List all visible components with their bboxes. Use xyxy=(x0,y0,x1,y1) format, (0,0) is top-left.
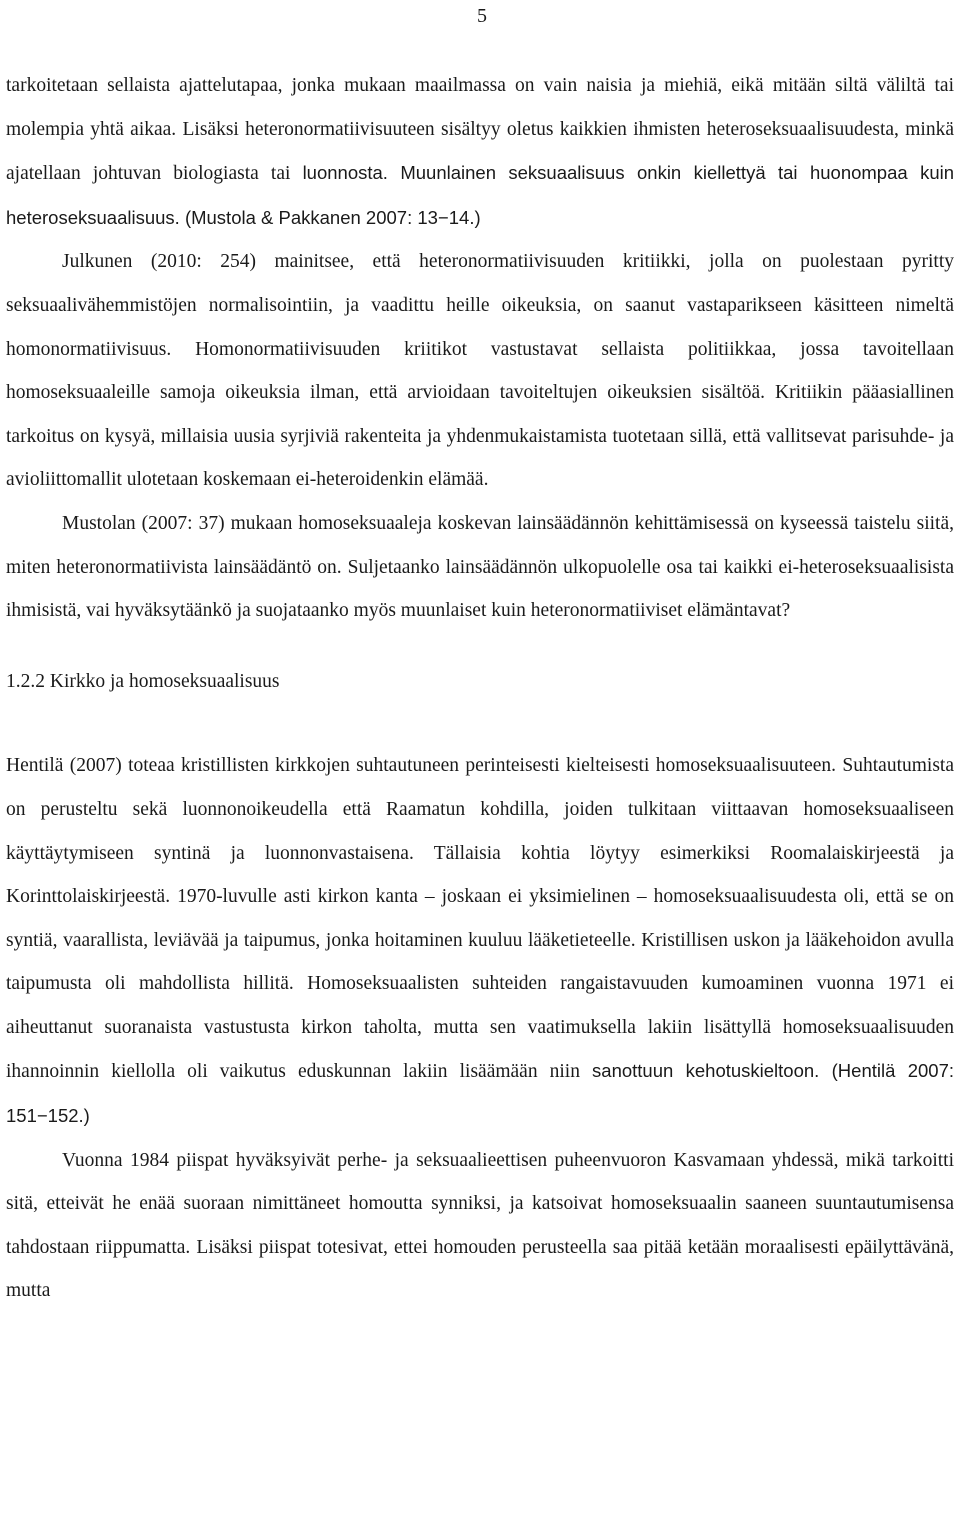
paragraph-heteronormativity xyxy=(6,64,954,240)
page-number: 5 xyxy=(477,5,487,27)
section-heading: 1.2.2 Kirkko ja homoseksuaalisuus xyxy=(6,670,280,692)
paragraph-church-history xyxy=(6,744,954,1138)
paragraph-text-sans: luonnosta. Muunlainen seksuaalisuus onkin kiellettyä tai huonompaa kuin heteroseksuaalisuus. (Mustola & Pakkanen 2007: 13−14.) xyxy=(6,162,955,228)
paragraph-text: Hentilä (2007) toteaa kristillisten kirkkojen suhtautuneen perinteisesti kielteisesti homoseksuaalisuuteen. Suhtautumista on perusteltu sekä luonnonoikeudella että Raamatun kohdilla, joiden tulkitaan viittaavan homoseksuaaliseen käyttäytymiseen syntinä ja luonnonvastaisena. Tällaisia kohtia löytyy esimerkiksi Roomalaiskirjeestä ja Korinttolaiskirjeestä. 1970-luvulle asti kirkon kanta – joskaan ei yksimielinen – homoseksuaalisuudesta oli, että se on syntiä, vaarallista, leviävää ja taipumus, jonka hoitaminen kuuluu lääketieteelle. Kristillisen uskon ja lääkehoidon avulla taipumusta oli mahdollista hillitä. Homoseksuaalisten suhteiden rangaistavuuden kumoaminen vuonna 1971 ei aiheuttanut suoranaista vastustusta kirkon taholta, mutta sen vaatimuksella lakiin lisättyllä homoseksuaalisuuden ihannoinnin kiellolla oli vaikutus eduskunnan lakiin lisäämään niin xyxy=(6,755,954,1083)
paragraph-homonormativity: Julkunen (2010: 254) mainitsee, että heteronormatiivisuuden kritiikki, jolla on puolestaan pyritty seksuaalivähemmistöjen normalisointiin, ja vaadittu heille oikeuksia, on saanut vastaparikseen käsitteen nimeltä homonormatiivisuus. Homonormatiivisuuden kriitikot vastustavat sellaista politiikkaa, jossa tavoitellaan homoseksuaaleille samoja oikeuksia ilman, että arvioidaan tavoiteltujen oikeuksien sisältöä. Kritiikin pääasiallinen tarkoitus on kysyä, millaisia uusia syrjiviä rakenteita ja yhdenmukaistamista tuotetaan sillä, että vallitsevat parisuhde- ja avioliittomallit ulotetaan koskemaan ei-heteroidenkin elämää. xyxy=(6,251,954,491)
paragraph-text-sans: sanottuun kehotuskieltoon. (Hentilä 2007: 151−152.) xyxy=(6,1060,954,1127)
paragraph-text: tarkoitetaan sellaista ajattelutapaa, jonka mukaan maailmassa on vain naisia ja miehiä, eikä mitään siltä väliltä tai molempia yhtä aikaa. Lisäksi heteronormatiivisuuteen sisältyy oletus kaikkien ihmisten heteroseksuaalisuudesta, minkä ajatellaan johtuvan biologiasta tai xyxy=(6,75,954,185)
body-text xyxy=(6,64,954,1313)
paragraph-legislation: Mustolan (2007: 37) mukaan homoseksuaaleja koskevan lainsäädännön kehittämisessä on kyseessä taistelu siitä, miten heteronormatiivista lainsäädäntö on. Suljetaanko lainsäädännön ulkopuolelle osa tai kaikki ei-heteroseksuaalisista ihmisistä, vai hyväksytäänkö ja suojataanko myös muunlaiset kuin heteronormatiiviset elämäntavat? xyxy=(6,512,954,622)
paragraph-bishops-1984: Vuonna 1984 piispat hyväksyivät perhe- ja seksuaalieettisen puheenvuoron Kasvamaan yhdessä, mikä tarkoitti sitä, etteivät he enää suoraan nimittäneet homoutta synniksi, ja katsoivat homoseksuaalin saaneen suuntautumisensa tahdostaan riippumatta. Lisäksi piispat totesivat, ettei homouden perusteella saa pitää ketään moraalisesti epäilyttävänä, mutta xyxy=(6,1149,954,1302)
